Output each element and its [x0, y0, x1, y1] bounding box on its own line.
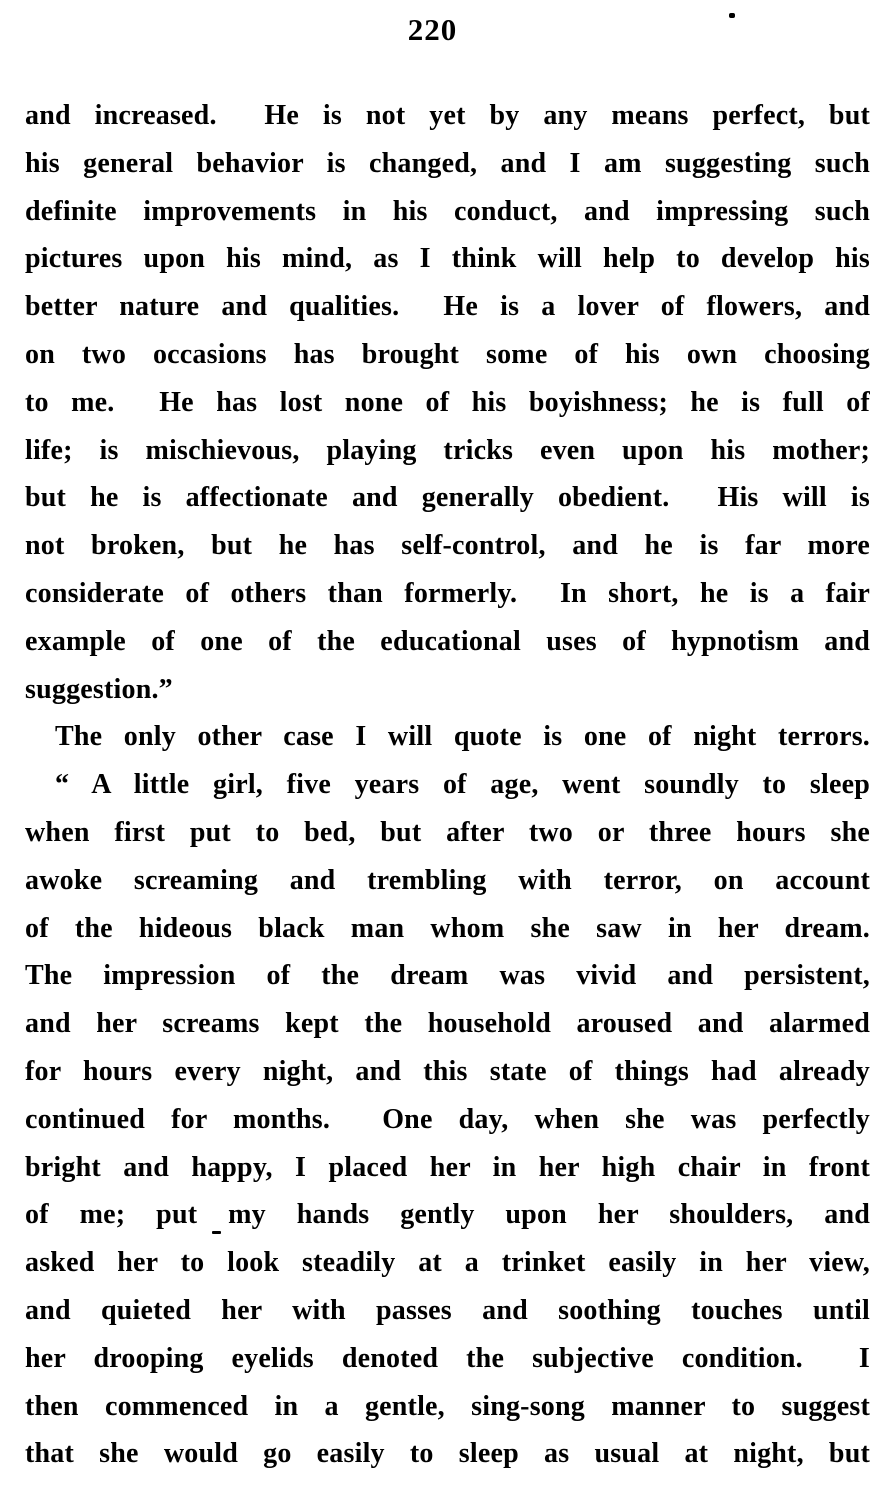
- scan-speck: [729, 13, 735, 18]
- text-line: continued for months. One day, when she was perfectly: [25, 1103, 870, 1135]
- text-line: considerate of others than formerly. In short, he is a fair: [25, 577, 870, 609]
- text-line: suggestion.”: [25, 673, 173, 705]
- text-line: for hours every night, and this state of things had already: [25, 1055, 870, 1087]
- text-line: pictures upon his mind, as I think will help to develop his: [25, 243, 870, 275]
- text-line: better nature and qualities. He is a lover of flowers, and: [25, 291, 870, 323]
- text-line: that she would go easily to sleep as usual at night, but: [25, 1438, 870, 1470]
- text-line: bright and happy, I placed her in her high chair in front: [25, 1151, 870, 1183]
- text-line: “ A little girl, five years of age, went soundly to sleep: [55, 769, 870, 801]
- text-line: her drooping eyelids denoted the subjective condition. I: [25, 1342, 870, 1374]
- text-line: then commenced in a gentle, sing-song manner to suggest: [25, 1390, 870, 1422]
- text-line: life; is mischievous, playing tricks even upon his mother;: [25, 434, 870, 466]
- text-line: of the hideous black man whom she saw in her dream.: [25, 912, 870, 944]
- text-line: definite improvements in his conduct, and impressing such: [25, 195, 870, 227]
- text-line: example of one of the educational uses of hypnotism and: [25, 625, 870, 657]
- text-line: asked her to look steadily at a trinket easily in her view,: [25, 1247, 870, 1279]
- paragraph: [25, 92, 870, 713]
- text-line: The impression of the dream was vivid and persistent,: [25, 960, 870, 992]
- page-number: 220: [407, 12, 458, 47]
- text-line: his general behavior is changed, and I am suggesting such: [25, 147, 870, 179]
- text-line: and quieted her with passes and soothing touches until: [25, 1294, 870, 1326]
- paragraph: [25, 713, 870, 761]
- page-text: [25, 92, 870, 1478]
- text-line: awoke screaming and trembling with terror, on account: [25, 864, 870, 896]
- text-line: not broken, but he has self-control, and he is far more: [25, 530, 870, 562]
- text-line: to me. He has lost none of his boyishness; he is full of: [25, 386, 870, 418]
- text-line: on two occasions has brought some of his own choosing: [25, 338, 870, 370]
- paragraph: [25, 761, 870, 1478]
- text-line: of me; put my hands gently upon her shoulders, and: [25, 1199, 870, 1231]
- text-line: when first put to bed, but after two or three hours she: [25, 816, 870, 848]
- text-line: and increased. He is not yet by any means perfect, but: [25, 100, 870, 131]
- text-line: The only other case I will quote is one of night terrors.: [55, 721, 870, 753]
- text-line: but he is affectionate and generally obedient. His will is: [25, 482, 870, 514]
- text-line: and her screams kept the household aroused and alarmed: [25, 1008, 870, 1040]
